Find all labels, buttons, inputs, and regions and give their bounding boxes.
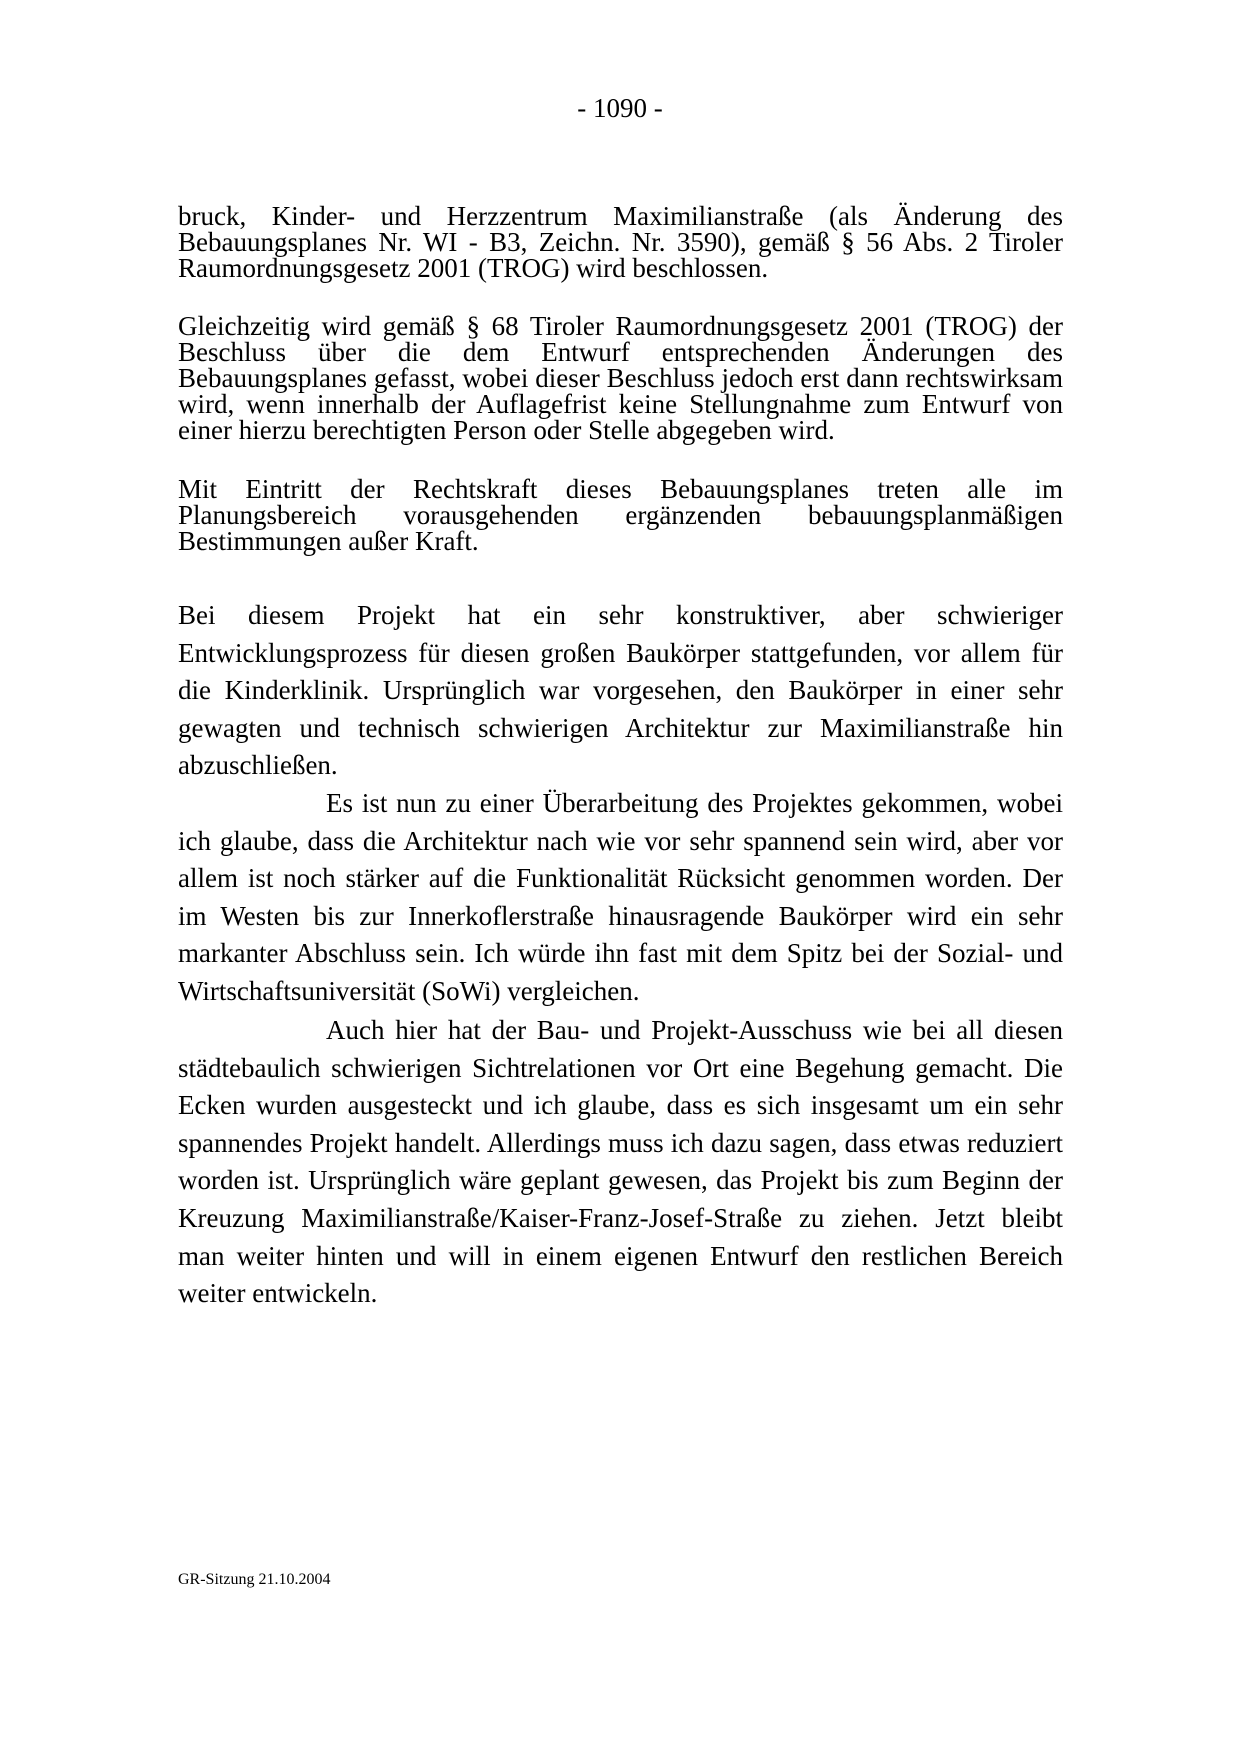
speech-paragraph: Auch hier hat der Bau- und Projekt-Ausschuss wie bei all diesen städtebaulich schwierigen Sichtrelationen vor Ort eine Begehung gemacht. Die Ecken wurden ausgesteckt und ich glaube, dass es sich insgesamt um ein sehr spannendes Projekt handelt. Allerdings muss ich dazu sagen, dass etwas reduziert worden ist. Ursprünglich wäre geplant gewesen, das Projekt bis zum Beginn der Kreuzung Maximilianstraße/Kaiser-Franz-Josef-Straße zu ziehen. Jetzt bleibt man weiter hinten und will in einem eigenen Entwurf den restlichen Bereich weiter entwickeln. [178,1015,1063,1309]
speech-paragraph: Bei diesem Projekt hat ein sehr konstruktiver, aber schwieriger Entwicklungsprozess für diesen großen Baukörper stattgefunden, vor allem für die Kinderklinik. Ursprünglich war vorgesehen, den Baukörper in einer sehr gewagten und technisch schwierigen Architektur zur Maximilianstraße hin abzuschließen. [178,600,1063,781]
resolution-paragraph: Gleichzeitig wird gemäß § 68 Tiroler Raumordnungsgesetz 2001 (TROG) der Beschluss über die dem Entwurf entsprechenden Änderungen des Bebauungsplanes gefasst, wobei dieser Beschluss jedoch erst dann rechtswirksam wird, wenn innerhalb der Auflagefrist keine Stellungnahme zum Entwurf von einer hierzu berechtigten Person oder Stelle abgegeben wird. [178,311,1063,445]
page-number: - 1090 - [577,93,663,123]
footer-session-date: GR-Sitzung 21.10.2004 [178,1571,331,1588]
speech-paragraph: Es ist nun zu einer Überarbeitung des Projektes gekommen, wobei ich glaube, dass die Architektur nach wie vor sehr spannend sein wird, aber vor allem ist noch stärker auf die Funktionalität Rücksicht genommen worden. Der im Westen bis zur Innerkoflerstraße hinausragende Baukörper wird ein sehr markanter Abschluss sein. Ich würde ihn fast mit dem Spitz bei der Sozial- und Wirtschaftsuniversität (SoWi) vergleichen. [178,788,1063,1006]
resolution-paragraph: Mit Eintritt der Rechtskraft dieses Bebauungsplanes treten alle im Planungsbereich vorausgehenden ergänzenden bebauungsplanmäßigen Bestimmungen außer Kraft. [178,474,1063,556]
resolution-paragraph: bruck, Kinder- und Herzzentrum Maximilianstraße (als Änderung des Bebauungsplanes Nr. WI - B3, Zeichn. Nr. 3590), gemäß § 56 Abs. 2 Tiroler Raumordnungsgesetz 2001 (TROG) wird beschlossen. [178,201,1063,283]
